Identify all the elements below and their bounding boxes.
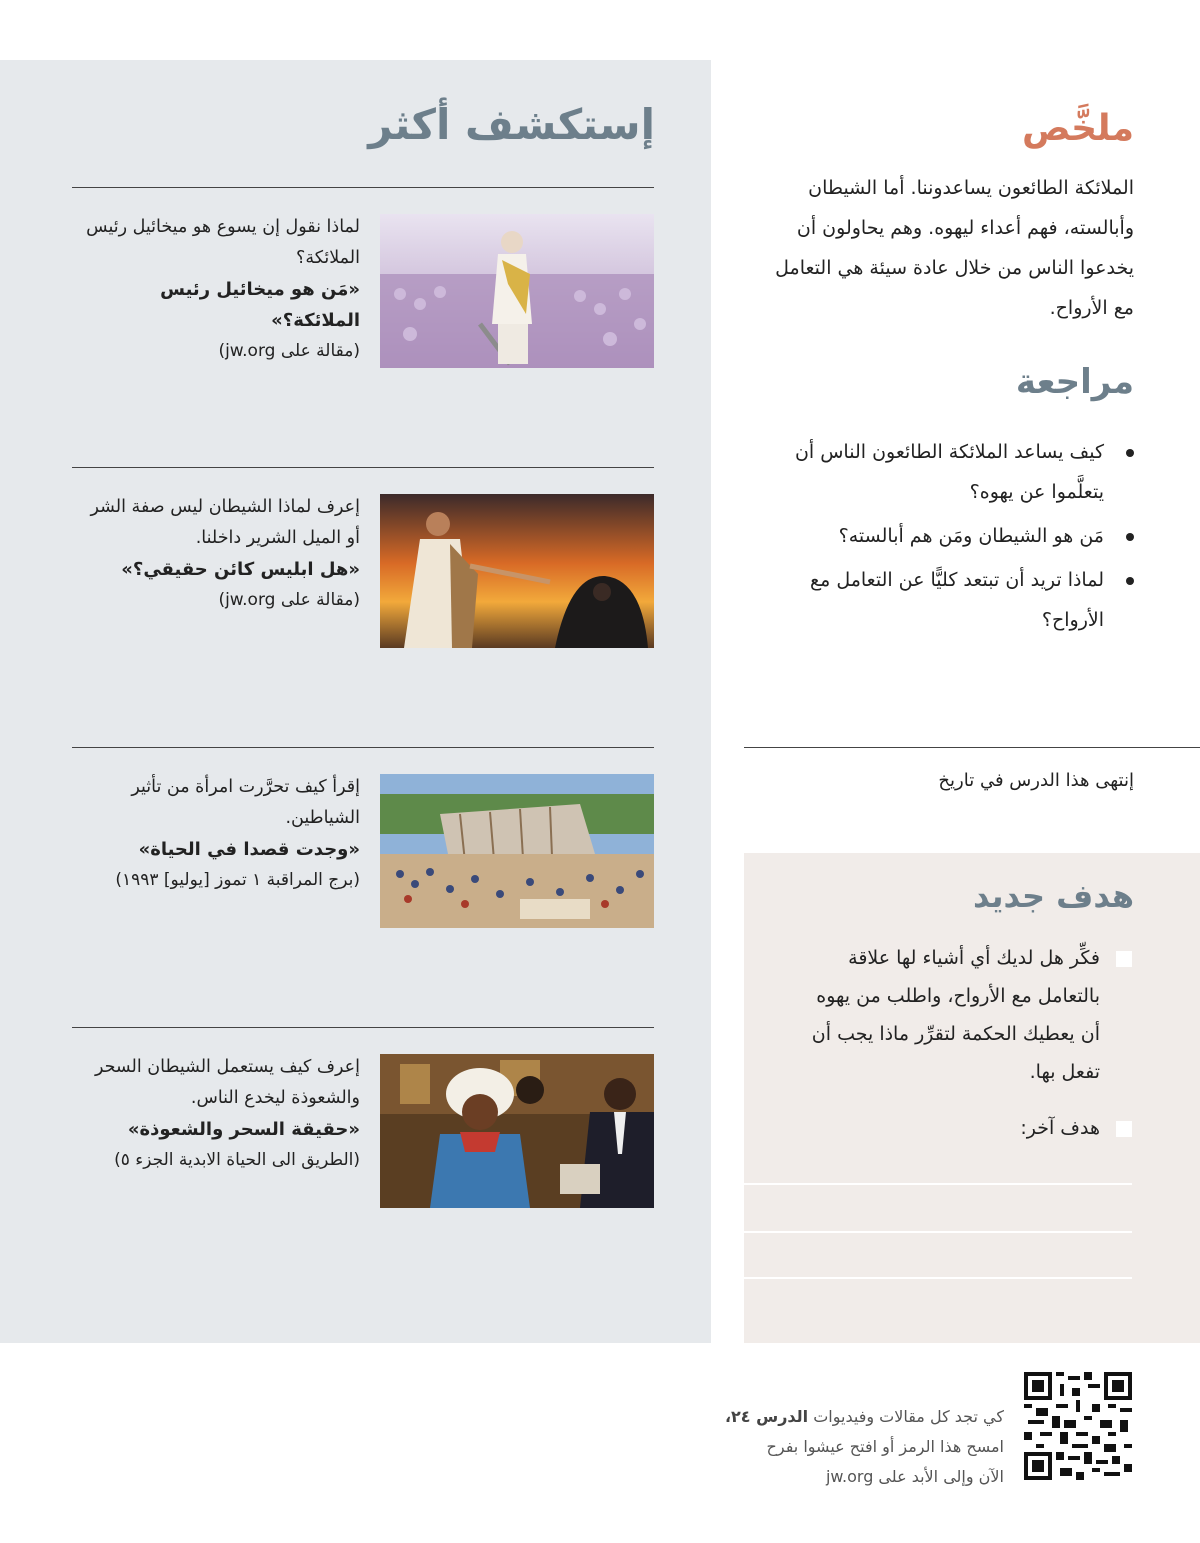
footer-lesson-number: الدرس ٢٤، [724,1407,809,1426]
resource-description: لماذا نقول إن يسوع هو ميخائيل رئيس الملائكة؟ [86,217,360,268]
footer-line-2: امسح هذا الرمز أو افتح عيشوا بفرح [766,1437,1004,1456]
resource-title[interactable]: «حقيقة السحر والشعوذة» [127,1119,360,1140]
resource-item[interactable] [72,1027,654,1227]
resource-description: إعرف كيف يستعمل الشيطان السحر والشعوذة ليخدع الناس. [94,1057,360,1108]
goal-item: فكِّر هل لديك أي أشياء لها علاقة بالتعامل مع الأرواح، واطلب من يهوه أن يعطيك الحكمة لتقرِّر ماذا يجب أن تفعل بها. [811,947,1100,1083]
archangel-michael-image[interactable] [380,214,654,368]
summary-heading: ملخَّص [1021,108,1134,149]
review-question: لماذا تريد أن تبتعد كليًّا عن التعامل مع الأرواح؟ [754,560,1104,640]
resource-item[interactable] [72,187,654,387]
resource-source: (مقالة على jw.org) [218,341,360,361]
resource-text [72,492,360,616]
goal-checkbox[interactable] [1116,951,1132,967]
explore-more-panel [0,60,711,1343]
review-questions-list [754,432,1104,644]
jesus-and-devil-image[interactable] [380,494,654,648]
resource-text [72,212,360,367]
explore-more-title: إستكشف أكثر [368,100,655,149]
goal-checkbox[interactable] [1116,1121,1132,1137]
resource-item[interactable] [72,467,654,667]
resource-text [72,1052,360,1176]
footer-line-1-prefix: كي تجد كل مقالات وفيديوات [813,1407,1004,1426]
footer-text [604,1402,1004,1492]
new-goal-heading: هدف جديد [972,877,1134,915]
resource-text [72,772,360,896]
resource-item[interactable] [72,747,654,947]
section-divider [744,747,1200,748]
resource-source: (مقالة على jw.org) [218,590,360,610]
new-goal-box [744,853,1200,1343]
goal-write-line[interactable] [744,1277,1132,1279]
qr-code-icon[interactable] [1024,1372,1132,1480]
resource-title[interactable]: «هل ابليس كائن حقيقي؟» [121,559,360,580]
resource-title[interactable]: «مَن هو ميخائيل رئيس الملائكة؟» [160,279,360,331]
footer-line-1 [604,1402,1004,1432]
summary-text: الملائكة الطائعون يساعدوننا. أما الشيطان وأبالسته، فهم أعداء ليهوه. وهم يحاولون أن يخدعوا الناس من خلال عادة سيئة هي التعامل مع الأرواح. [775,177,1134,319]
woman-and-man-image[interactable] [380,1054,654,1208]
construction-crowd-image[interactable] [380,774,654,928]
goal-write-line[interactable] [744,1231,1132,1233]
resource-description: إعرف لماذا الشيطان ليس صفة الشر أو الميل الشرير داخلنا. [90,497,360,548]
resource-source: (الطريق الى الحياة الابدية الجزء ٥) [114,1150,360,1170]
lesson-completed-label: إنتهى هذا الدرس في تاريخ [938,770,1134,791]
goal-item-other: هدف آخر: [1020,1117,1100,1139]
review-question: كيف يساعد الملائكة الطائعون الناس أن يتعلَّموا عن يهوه؟ [754,432,1104,512]
review-heading: مراجعة [1015,362,1134,402]
resource-title[interactable]: «وجدت قصدا في الحياة» [138,839,360,860]
resource-source: (برج المراقبة ١ تموز [يوليو] ١٩٩٣) [115,870,360,890]
resource-description: إقرأ كيف تحرَّرت امرأة من تأثير الشياطين. [131,777,360,828]
review-question: مَن هو الشيطان ومَن هم أبالسته؟ [754,516,1104,556]
footer-line-3[interactable]: الآن وإلى الأبد على jw.org [825,1467,1004,1486]
goal-write-line[interactable] [744,1183,1132,1185]
